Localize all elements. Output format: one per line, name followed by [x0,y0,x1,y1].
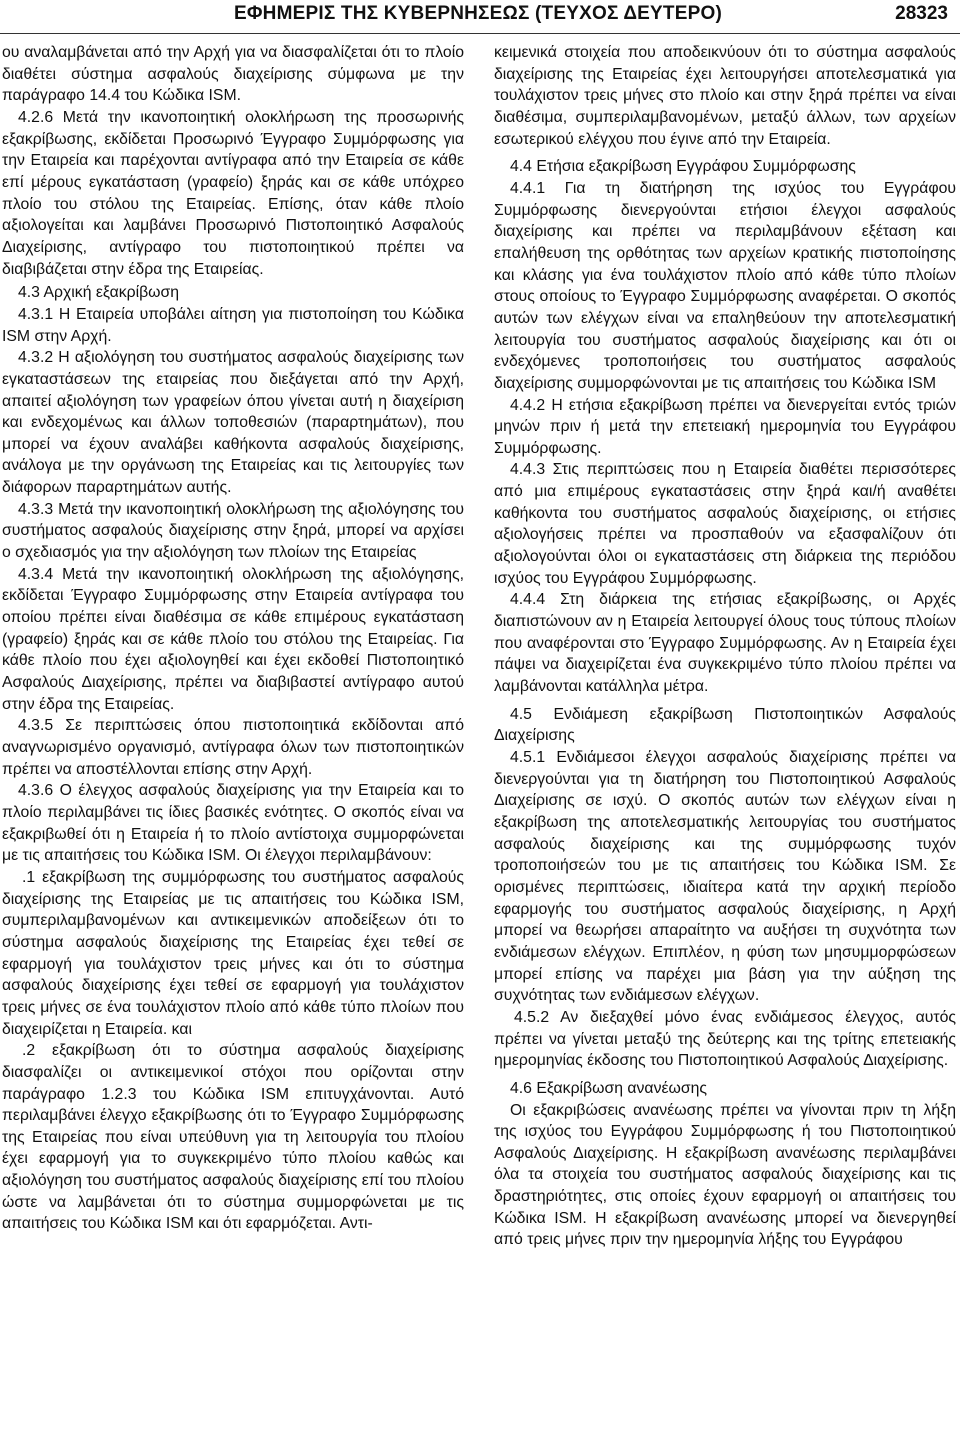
section-heading-4-5: 4.5 Ενδιάμεση εξακρίβωση Πιστοποιητικών Ασφαλούς Διαχείρισης [494,705,956,745]
page-number: 28323 [895,3,948,24]
section-heading-4-6: 4.6 Εξακρίβωση ανανέωσης [510,1079,707,1097]
paragraph-4-3-5: 4.3.5 Σε περιπτώσεις όπου πιστοποιητικά εκδίδονται από αναγνωρισμένο οργανισμό, αντίγραφα όλων των πιστοποιητικών πρέπει να αποστέλλονται επίσης στην Αρχή. [2,717,464,778]
section-heading-4-4: 4.4 Ετήσια εξακρίβωση Εγγράφου Συμμόρφωσης [510,158,856,176]
paragraph-4-2-6: 4.2.6 Μετά την ικανοποιητική ολοκλήρωση της προσωρινής εξακρίβωσης, εκδίδεται Προσωρινό Έγγραφο Συμμόρφωσης για την Εταιρεία και παρέχονται αντίγραφα από την Εταιρεία σε κάθε επί μέρους εγκατάσταση (γραφείο) ξηράς και σε κάθε υπόχρεο πλοίο του στόλου της Εταιρείας. Επίσης, όταν κάθε πλοίο αξιολογείται και λαμβάνει Προσωρινό Πιστοποιητικό Ασφαλούς Διαχείρισης, αντίγραφο του πιστοποιητικού πρέπει να διαβιβάζεται στην έδρα της Εταιρείας. [2,108,464,278]
paragraph-4-5-1: 4.5.1 Ενδιάμεσοι έλεγχοι ασφαλούς διαχείρισης πρέπει να διενεργούνται για τη διατήρηση του Πιστοποιητικού Ασφαλούς Διαχείρισης σε ισχύ. Ο σκοπός αυτών των ελέγχων είναι η εξακρίβωση της αποτελεσματικής λειτουργίας του συστήματος ασφαλούς διαχείρισης και της συμμόρφωσης τυχόν τροποποιήσεών του με τις απαιτήσεις του Κώδικα ISM. Σε ορισμένες περιπτώσεις, ιδιαίτερα κατά την αρχική περίοδο εφαρμογής του συστήματος ασφαλούς διαχείρισης, η Αρχή μπορεί να θεωρήσει απαραίτητο να αυξήσει τη συχνότητα των ενδιάμεσων ελέγχων. Επιπλέον, η φύση των μησυμμορφώσεων μπορεί επίσης να παρέχει μια βάση για την αύξηση της συχνότητας των ενδιάμεσων ελέγχων. [494,749,956,1005]
page-header [0,0,960,34]
paragraph-4-5-2: 4.5.2 Αν διεξαχθεί μόνο ένας ενδιάμεσος έλεγχος, αυτός πρέπει να γίνεται μεταξύ της δεύτερης και της τρίτης επετειακής ημερομηνίας έκδοσης του Πιστοποιητικού Ασφαλούς Διαχείρισης. [494,1008,956,1070]
paragraph-4-3-1: 4.3.1 Η Εταιρεία υποβάλει αίτηση για πιστοποίηση του Κώδικα ISM στην Αρχή. [2,305,464,345]
paragraph-4-3-4: 4.3.4 Μετά την ικανοποιητική ολοκλήρωση της αξιολόγησης, εκδίδεται Έγγραφο Συμμόρφωσης στην Εταιρεία αντίγραφα του οποίου πρέπει είναι διαθέσιμα σε κάθε επιμέρους εγκατάσταση (γραφείο) ξηράς και σε κάθε πλοίο του στόλου της Εταιρείας. Για κάθε πλοίο που έχει αξιολογηθεί και έχει εκδοθεί Πιστοποιητικό Ασφαλούς Διαχείρισης, πρέπει να διαβιβαστεί αντίγραφο αυτού στην έδρα της Εταιρείας. [2,565,464,713]
header-divider [0,33,960,34]
left-column [2,42,464,1427]
list-item-1: .1 εξακρίβωση της συμμόρφωσης του συστήματος ασφαλούς διαχείρισης της Εταιρείας με τις απαιτήσεις του Κώδικα ISM, συμπεριλαμβανομένων και αντικειμενικών αποδείξεων ότι το σύστημα ασφαλούς διαχείρισης της Εταιρείας έχει τεθεί σε εφαρμογή για τουλάχιστον τρεις μήνες και ότι το σύστημα ασφαλούς διαχείρισης έχει τεθεί σε εφαρμογή για τουλάχιστον τρεις μήνες σε ένα τουλάχιστον πλοίο από κάθε τύπο πλοίων που διαχειρίζεται η Εταιρεία. και [2,868,464,1038]
paragraph-4-6-1: Οι εξακριβώσεις ανανέωσης πρέπει να γίνονται πριν τη λήξη της ισχύος του Εγγράφου Συμμόρφωσης ή του Πιστοποιητικού Ασφαλούς Διαχείρισης. Η εξακρίβωση ανανέωσης περιλαμβάνει όλα τα στοιχεία του συστήματος ασφαλούς διαχείρισης και τις δραστηριότητες, στις οποίες έχουν εφαρμογή οι απαιτήσεις του Κώδικα ISM. Η εξακρίβωση ανανέωσης μπορεί να διενεργηθεί από τρεις μήνες πριν την ημερομηνία λήξης του Εγγράφου [494,1101,956,1249]
paragraph-4-4-4: 4.4.4 Στη διάρκεια της ετήσιας εξακρίβωσης, οι Αρχές διαπιστώνουν αν η Εταιρεία λειτουργεί όλους τους τύπους πλοίων που αναφέρονται στο Έγγραφο Συμμόρφωσης. Αν η Εταιρεία έχει πάψει να διαχειρίζεται ένα συγκεκριμένο τύπο πλοίου πρέπει να λαμβάνονται κατάλληλα μέτρα. [494,591,956,696]
paragraph-4-3-3: 4.3.3 Μετά την ικανοποιητική ολοκλήρωση της αξιολόγησης του συστήματος ασφαλούς διαχείρισης στην ξηρά, μπορεί να αρχίσει ο σχεδιασμός για την αξιολόγηση των πλοίων της Εταιρείας [2,500,464,562]
paragraph-continuation: κειμενικά στοιχεία που αποδεικνύουν ότι το σύστημα ασφαλούς διαχείρισης της Εταιρείας έχει λειτουργήσει αποτελεσματικά για τουλάχιστον τρεις μήνες στο πλοίο και στην ξηρά πρέπει να είναι διαθέσιμα, συμπεριλαμβανομένων, μεταξύ άλλων, των αρχείων εσωτερικού ελέγχου που έγινε από την Εταιρεία. [494,44,956,148]
paragraph-4-4-1: 4.4.1 Για τη διατήρηση της ισχύος του Εγγράφου Συμμόρφωσης διενεργούνται ετήσιοι έλεγχοι ασφαλούς διαχείρισης και πρέπει να περιλαμβάνουν εξέταση και επαλήθευση της ορθότητας των αρχείων κρατικής πιστοποίησης και κλάσης για ένα τουλάχιστον πλοίο από κάθε τύπο πλοίων στους οποίους το Έγγραφο Συμμόρφωσης αναφέρεται. Ο σκοπός αυτών των ελέγχων είναι να επαληθεύουν την αποτελεσματική λειτουργία του συστήματος ασφαλούς διαχείρισης και ότι οι ενδεχόμενες τροποποιήσεις του συστήματος ασφαλούς διαχείρισης συμμορφώνονται με τις απαιτήσεις του Κώδικα ISM [494,179,956,392]
list-item-2: .2 εξακρίβωση ότι το σύστημα ασφαλούς διαχείρισης διασφαλίζει οι αντικειμενικοί στόχοι που ορίζονται στην παράγραφο 1.2.3 του Κώδικα ISM επιτυγχάνονται. Αυτό περιλαμβάνει έλεγχο εξακρίβωσης ότι το Έγγραφο Συμμόρφωσης της Εταιρείας που είναι υπεύθυνη για τη λειτουργία του πλοίου έχει εφαρμογή για το συγκεκριμένο τύπο πλοίου καθώς και αξιολόγηση του συστήματος ασφαλούς διαχείρισης επί του πλοίου ώστε να λαμβάνεται ότι το σύστημα συμμορφώνεται με τις απαιτήσεις του Κώδικα ISM και ότι εφαρμόζεται. Αντι- [2,1042,464,1233]
paragraph-4-3-2: 4.3.2 Η αξιολόγηση του συστήματος ασφαλούς διαχείρισης των εγκαταστάσεων της εταιρείας που διεξάγεται από την Αρχή, απαιτεί αξιολόγηση των γραφείων όπου γίνεται αυτή η διαχείριση και ενδεχομένως και άλλων τοποθεσιών (παραρτημάτων), που μπορεί να έχουν αναλάβει καθήκοντα ασφαλούς διαχείρισης, ανάλογα με την οργάνωση της Εταιρείας και τις λειτουργίες των διάφορων παραρτημάτων αυτής. [2,349,464,497]
paragraph-4-4-2: 4.4.2 Η ετήσια εξακρίβωση πρέπει να διενεργείται εντός τριών μηνών πριν ή μετά την επετειακή ημερομηνία του Εγγράφου Συμμόρφωσης. [494,396,956,457]
right-column [494,42,956,1427]
paragraph-4-3-6: 4.3.6 Ο έλεγχος ασφαλούς διαχείρισης για την Εταιρεία και το πλοίο περιλαμβάνει τις ίδιες βασικές ενότητες. Ο σκοπός είναι να εξακριβωθεί ότι η Εταιρεία ή το πλοίο αντίστοιχα συμμορφώνεται με τις απαιτήσεις του Κώδικα ISM. Οι έλεγχοι περιλαμβάνουν: [2,782,464,865]
gazette-title: ΕΦΗΜΕΡΙΣ ΤΗΣ ΚΥΒΕΡΝΗΣΕΩΣ (ΤΕΥΧΟΣ ΔΕΥΤΕΡΟ) [234,3,722,24]
section-heading-4-3: 4.3 Αρχική εξακρίβωση [18,284,180,302]
paragraph-continuation: ου αναλαμβάνεται από την Αρχή για να διασφαλίζεται ότι το πλοίο διαθέτει σύστημα ασφαλούς διαχείρισης σύμφωνα με την παράγραφο 14.4 του Κώδικα ISM. [2,44,464,105]
paragraph-4-4-3: 4.4.3 Στις περιπτώσεις που η Εταιρεία διαθέτει περισσότερες από μια επιμέρους εγκαταστάσεις στην ξηρά και/ή αναθέτει καθήκοντα του συστήματος ασφαλούς διαχείρισης, οι ετήσιες αξιολογήσεις πρέπει να προσπαθούν να εξασφαλίζουν ότι αξιολογούνται όλοι οι εγκαταστάσεις στη διάρκεια της περιόδου ισχύος του Εγγράφου Συμμόρφωσης. [494,461,956,587]
